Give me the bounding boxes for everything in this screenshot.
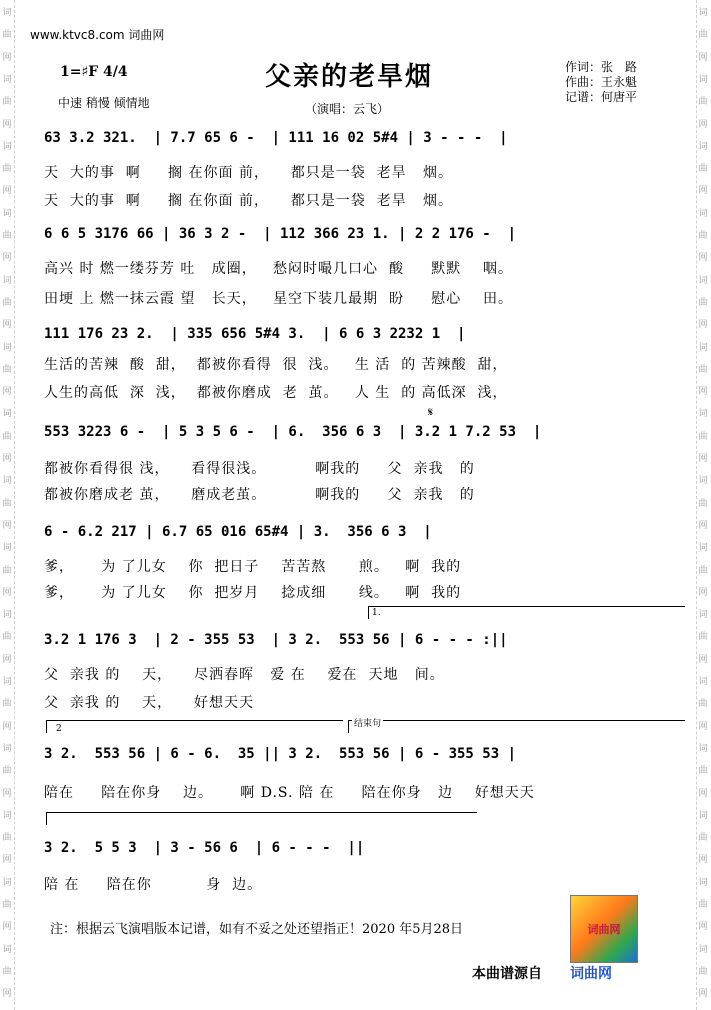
- watermark-glyph: 词: [2, 74, 12, 85]
- credits: [565, 60, 637, 105]
- watermark-glyph: 网: [2, 454, 12, 464]
- watermark-glyph: 网: [2, 253, 12, 264]
- watermark-glyph: 曲: [698, 565, 708, 576]
- watermark-glyph: 网: [2, 721, 12, 732]
- ending-section-label: 结束句: [352, 716, 383, 729]
- watermark-glyph: 网: [2, 654, 12, 665]
- watermark-glyph: 词: [2, 944, 12, 955]
- watermark-glyph: 网: [698, 520, 708, 531]
- lyrics-line-4b: 都被你磨成老 茧， 磨成老茧。 啊我的 父 亲我 的: [44, 487, 475, 503]
- watermark-glyph: 词: [2, 743, 12, 754]
- ending-section-bracket: [348, 720, 685, 733]
- watermark-glyph: 曲: [698, 431, 708, 442]
- lyrics-line-8a: 陪 在 陪在你 身 边。: [44, 877, 263, 893]
- watermark-glyph: 网: [2, 587, 12, 598]
- watermark-glyph: 曲: [2, 498, 12, 509]
- watermark-glyph: 曲: [2, 766, 12, 777]
- notes-line-5: 6 - 6.2 217 | 6.7 65 016 65#4 | 3. 356 6 3 |: [44, 524, 432, 540]
- transcriber: 记谱：何唐平: [565, 90, 638, 104]
- watermark-glyph: 曲: [2, 164, 12, 175]
- lyrics-line-3b: 人生的高低 深 浅， 都被你磨成 老 茧。 人 生 的 高低深 浅，: [44, 385, 508, 401]
- notes-line-4: 553 3223 6 - | 5 3 5 6 - | 6. 356 6 3 | 3.2 1 7.2 53 |: [44, 424, 542, 440]
- watermark-glyph: 网: [2, 186, 12, 197]
- lyricist: 作词：张 路: [565, 60, 638, 74]
- watermark-glyph: 词: [2, 275, 12, 286]
- tempo-marking: 中速 稍慢 倾情地: [58, 96, 150, 110]
- watermark-glyph: 词: [698, 409, 708, 420]
- watermark-glyph: 曲: [698, 632, 708, 643]
- notes-line-8: 3 2. 5 5 3 | 3 - 56 6 | 6 - - - ||: [44, 840, 365, 856]
- watermark-glyph: 曲: [2, 431, 12, 442]
- watermark-glyph: 网: [698, 454, 708, 464]
- lyrics-line-2b: 田埂 上 燃一抹云霞 望 长天， 星空下装几最期 盼 慰心 田。: [44, 291, 514, 307]
- watermark-glyph: 网: [698, 253, 708, 264]
- watermark-glyph: 曲: [698, 833, 708, 844]
- watermark-glyph: 网: [2, 320, 12, 331]
- segno-sign: 𝄋: [428, 405, 434, 419]
- watermark-glyph: 曲: [698, 699, 708, 710]
- watermark-glyph: 网: [2, 788, 12, 799]
- watermark-glyph: 曲: [698, 766, 708, 777]
- watermark-glyph: 网: [2, 855, 12, 866]
- watermark-glyph: 曲: [698, 364, 708, 375]
- source-label: 本曲谱源自: [472, 966, 542, 982]
- watermark-glyph: 词: [698, 275, 708, 286]
- watermark-glyph: 网: [698, 119, 708, 130]
- watermark-glyph: 词: [2, 810, 12, 821]
- watermark-glyph: 网: [2, 387, 12, 398]
- watermark-glyph: 网: [2, 989, 12, 1000]
- watermark-glyph: 词: [698, 8, 708, 18]
- watermark-glyph: 曲: [2, 699, 12, 710]
- watermark-glyph: 网: [698, 52, 708, 63]
- watermark-glyph: 词: [698, 677, 708, 687]
- watermark-glyph: 曲: [2, 297, 12, 308]
- watermark-glyph: 网: [698, 587, 708, 598]
- watermark-glyph: 曲: [2, 364, 12, 375]
- watermark-glyph: 曲: [698, 297, 708, 308]
- watermark-glyph: 网: [698, 654, 708, 665]
- composer: 作曲：王永魁: [565, 75, 638, 89]
- watermark-glyph: 词: [2, 677, 12, 687]
- watermark-glyph: 曲: [698, 498, 708, 509]
- watermark-glyph: 曲: [2, 632, 12, 643]
- watermark-glyph: 网: [2, 922, 12, 933]
- watermark-glyph: 网: [698, 788, 708, 799]
- lyrics-line-6a: 父 亲我 的 天， 尽洒春晖 爱 在 爱在 天地 间。: [44, 667, 445, 683]
- watermark-glyph: 曲: [698, 966, 708, 977]
- key-signature: 1=♯F 4/4: [60, 64, 128, 80]
- watermark-glyph: 词: [698, 141, 708, 152]
- watermark-glyph: 网: [698, 721, 708, 732]
- watermark-glyph: 词: [698, 208, 708, 219]
- watermark-glyph: 词: [2, 543, 12, 554]
- second-ending-bracket: [46, 720, 343, 733]
- watermark-glyph: 词: [2, 476, 12, 487]
- first-ending-label: 1.: [372, 608, 381, 618]
- watermark-glyph: 词: [2, 8, 12, 18]
- watermark-glyph: 网: [698, 186, 708, 197]
- second-ending-label: 2: [56, 724, 62, 734]
- notes-line-2: 6 6 5 3176 66 | 36 3 2 - | 112 366 23 1. | 2 2 176 - |: [44, 226, 517, 242]
- watermark-glyph: 曲: [2, 30, 12, 41]
- notes-line-6: 3.2 1 176 3 | 2 - 355 53 | 3 2. 553 56 | 6 - - - :||: [44, 632, 508, 648]
- watermark-glyph: 词: [2, 342, 12, 353]
- notes-line-1: 63 3.2 321. | 7.7 65 6 - | 111 16 02 5#4 | 3 - - - |: [44, 130, 508, 146]
- watermark-glyph: 词: [698, 877, 708, 888]
- lyrics-line-3a: 生活的苦辣 酸 甜， 都被你看得 很 浅。 生 活 的 苦辣酸 甜，: [44, 357, 508, 373]
- watermark-glyph: 词: [2, 208, 12, 219]
- notes-line-3: 111 176 23 2. | 335 656 5#4 3. | 6 6 3 2232 1 |: [44, 326, 466, 342]
- watermark-glyph: 词: [698, 743, 708, 754]
- watermark-glyph: 曲: [2, 231, 12, 241]
- watermark-glyph: 词: [698, 342, 708, 353]
- brand-logo: [570, 895, 638, 963]
- watermark-glyph: 词: [698, 810, 708, 821]
- watermark-glyph: 词: [2, 409, 12, 420]
- lyrics-line-1a: 天 大的事 啊 搁 在你面 前， 都只是一袋 老旱 烟。: [44, 165, 454, 181]
- watermark-glyph: 曲: [698, 231, 708, 241]
- watermark-glyph: 曲: [2, 565, 12, 576]
- final-bracket: [46, 812, 477, 825]
- watermark-glyph: 词: [698, 944, 708, 955]
- source-credit: [472, 963, 612, 983]
- watermark-glyph: 曲: [2, 97, 12, 108]
- lyrics-line-6b: 父 亲我 的 天， 好想天天: [44, 695, 254, 711]
- watermark-glyph: 曲: [2, 900, 12, 910]
- lyrics-line-7a: 陪在 陪在你身 边。 啊 D.S. 陪 在 陪在你身 边 好想天天: [44, 785, 535, 801]
- watermark-glyph: 词: [698, 610, 708, 621]
- singer: （演唱：云飞）: [305, 102, 390, 116]
- watermark-glyph: 网: [2, 119, 12, 130]
- watermark-glyph: 词: [2, 141, 12, 152]
- lyrics-line-5b: 爹， 为 了儿女 你 把岁月 捻成细 线。 啊 我的: [44, 585, 462, 601]
- watermark-glyph: 词: [698, 543, 708, 554]
- lyrics-line-4a: 都被你看得很 浅， 看得很浅。 啊我的 父 亲我 的: [44, 461, 475, 477]
- watermark-glyph: 词: [2, 877, 12, 888]
- watermark-glyph: 词: [2, 610, 12, 621]
- watermark-glyph: 曲: [2, 833, 12, 844]
- lyrics-line-2a: 高兴 时 燃一缕芬芳 吐 成圈， 愁闷时嘬几口心 酸 默默 咽。: [44, 261, 514, 277]
- watermark-glyph: 词: [698, 74, 708, 85]
- first-ending-bracket: [368, 606, 685, 619]
- watermark-glyph: 网: [698, 320, 708, 331]
- watermark-glyph: 曲: [2, 966, 12, 977]
- lyrics-line-5a: 爹， 为 了儿女 你 把日子 苦苦熬 煎。 啊 我的: [44, 559, 462, 575]
- source-brand-link[interactable]: 词曲网: [570, 966, 612, 982]
- transcription-note: 注：根据云飞演唱版本记谱，如有不妥之处还望指正！2020 年5月28日: [50, 922, 464, 937]
- watermark-glyph: 词: [698, 476, 708, 487]
- watermark-glyph: 曲: [698, 164, 708, 175]
- lyrics-line-1b: 天 大的事 啊 搁 在你面 前， 都只是一袋 老旱 烟。: [44, 193, 454, 209]
- watermark-glyph: 网: [698, 387, 708, 398]
- logo-text: 词曲网: [587, 923, 621, 936]
- song-title: 父亲的老旱烟: [265, 62, 434, 92]
- watermark-glyph: 网: [2, 52, 12, 63]
- watermark-glyph: 网: [698, 989, 708, 1000]
- watermark-glyph: 曲: [698, 900, 708, 910]
- watermark-glyph: 网: [698, 922, 708, 933]
- watermark-glyph: 曲: [698, 30, 708, 41]
- site-url[interactable]: www.ktvc8.com 词曲网: [30, 28, 165, 42]
- watermark-glyph: 曲: [698, 97, 708, 108]
- notes-line-7: 3 2. 553 56 | 6 - 6. 35 || 3 2. 553 56 | 6 - 355 53 |: [44, 746, 517, 762]
- watermark-glyph: 网: [2, 520, 12, 531]
- watermark-glyph: 网: [698, 855, 708, 866]
